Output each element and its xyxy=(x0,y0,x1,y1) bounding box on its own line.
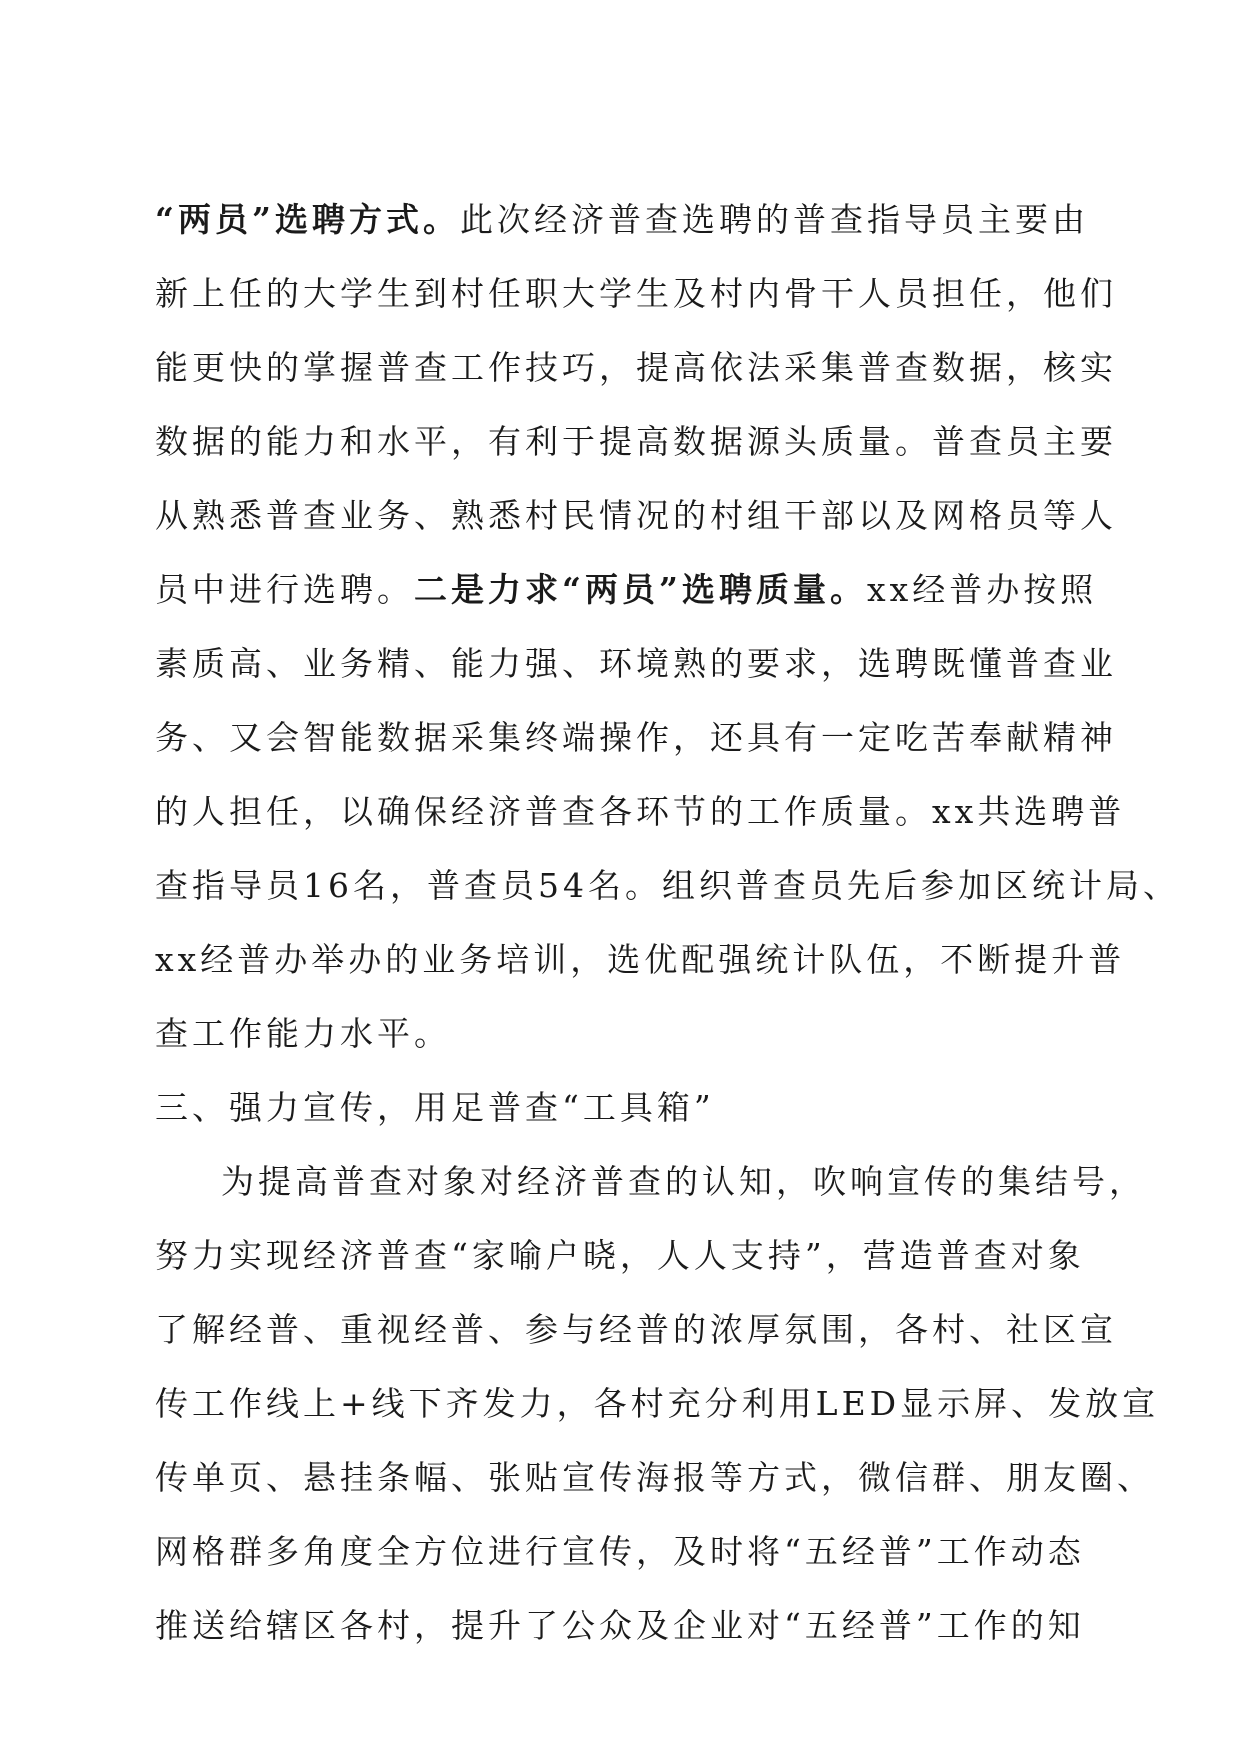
body-text: xx经普办按照 xyxy=(866,570,1098,609)
text-line xyxy=(155,701,1117,775)
text-line xyxy=(155,331,1117,405)
text-line xyxy=(155,257,1117,331)
text-line: 推送给辖区各村，提升了公众及企业对“五经普”工作的知 xyxy=(155,1606,1085,1645)
text-line xyxy=(155,479,1117,553)
paragraph-publicity xyxy=(155,1145,1160,1663)
text-line xyxy=(155,183,1095,257)
text-line: 网格群多角度全方位进行宣传，及时将“五经普”工作动态 xyxy=(155,1532,1085,1571)
body-text: 查工作能力水平。 xyxy=(155,1014,451,1053)
document-body xyxy=(155,183,1180,1663)
bold-text: 二是力求“两员”选聘质量。 xyxy=(414,570,867,609)
text-line xyxy=(155,627,1117,701)
text-line: 努力实现经济普查“家喻户晓，人人支持”，营造普查对象 xyxy=(155,1236,1085,1275)
text-line: 传工作线上+线下齐发力，各村充分利用LED显示屏、发放宣 xyxy=(155,1384,1160,1423)
body-text: 查指导员16名，普查员54名。组织普查员先后参加区统计局、 xyxy=(155,866,1180,905)
text-line: 传单页、悬挂条幅、张贴宣传海报等方式，微信群、朋友圈、 xyxy=(155,1458,1154,1497)
text-line xyxy=(155,849,1180,923)
text-line xyxy=(155,997,1095,1071)
text-line xyxy=(155,405,1117,479)
body-text: 素质高、业务精、能力强、环境熟的要求，选聘既懂普查业 xyxy=(155,644,1117,683)
text-line: 了解经普、重视经普、参与经普的浓厚氛围，各村、社区宣 xyxy=(155,1310,1117,1349)
bold-text: “两员”选聘方式。 xyxy=(155,200,460,239)
body-text: 员中进行选聘。 xyxy=(155,570,414,609)
text-line xyxy=(155,553,1098,627)
section-heading: 三、强力宣传，用足普查“工具箱” xyxy=(155,1088,715,1127)
text-line: 为提高普查对象对经济普查的认知，吹响宣传的集结号， xyxy=(221,1162,1146,1201)
body-text: xx经普办举办的业务培训，选优配强统计队伍，不断提升普 xyxy=(155,940,1126,979)
body-text: 能更快的掌握普查工作技巧，提高依法采集普查数据，核实 xyxy=(155,348,1117,387)
body-text: 的人担任，以确保经济普查各环节的工作质量。xx共选聘普 xyxy=(155,792,1126,831)
body-text: 数据的能力和水平，有利于提高数据源头质量。普查员主要 xyxy=(155,422,1117,461)
text-line xyxy=(155,775,1126,849)
body-text: 务、又会智能数据采集终端操作，还具有一定吃苦奉献精神 xyxy=(155,718,1117,757)
body-text: 新上任的大学生到村任职大学生及村内骨干人员担任，他们 xyxy=(155,274,1117,313)
text-line xyxy=(155,923,1126,997)
paragraph-recruitment xyxy=(155,183,1180,1071)
body-text: 此次经济普查选聘的普查指导员主要由 xyxy=(459,200,1089,239)
body-text: 从熟悉普查业务、熟悉村民情况的村组干部以及网格员等人 xyxy=(155,496,1117,535)
